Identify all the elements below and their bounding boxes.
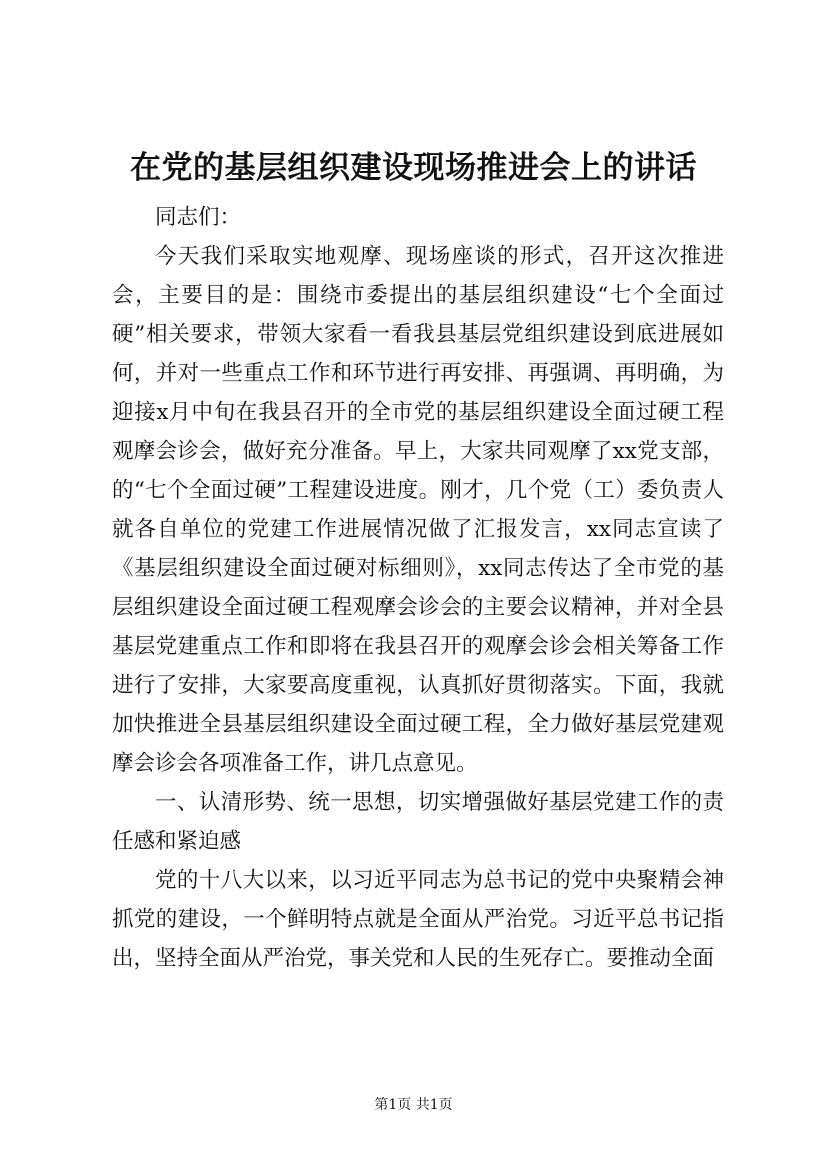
body-paragraph: 党的十八大以来，以习近平同志为总书记的党中央聚精会神抓党的建设，一个鲜明特点就是全面从严治党。习近平总书记指出，坚持全面从严治党，事关党和人民的生死存亡。要推动全面 xyxy=(112,868,724,971)
document-body xyxy=(112,198,724,978)
body-paragraph: 今天我们采取实地观摩、现场座谈的形式，召开这次推进会，主要目的是：围绕市委提出的基层组织建设“七个全面过硬”相关要求，带领大家看一看我县基层党组织建设到底进展如何，并对一些重点工作和环节进行再安排、再强调、再明确，为迎接x月中旬在我县召开的全市党的基层组织建设全面过硬工程观摩会诊会，做好充分准备。早上，大家共同观摩了xx党支部，的“七个全面过硬”工程建设进度。刚才，几个党（工）委负责人就各自单位的党建工作进展情况做了汇报发言，xx同志宣读了《基层组织建设全面过硬对标细则》，xx同志传达了全市党的基层组织建设全面过硬工程观摩会诊会的主要会议精神，并对全县基层党建重点工作和即将在我县召开的观摩会诊会相关筹备工作进行了安排，大家要高度重视，认真抓好贯彻落实。下面，我就加快推进全县基层组织建设全面过硬工程，全力做好基层党建观摩会诊会各项准备工作，讲几点意见。 xyxy=(112,244,724,776)
page-number-footer: 第1页 共1页 xyxy=(374,1097,453,1113)
document-title: 在党的基层组织建设现场推进会上的讲话 xyxy=(130,150,697,186)
section-heading: 一、认清形势、统一思想，切实增强做好基层党建工作的责任感和紧迫感 xyxy=(112,790,724,854)
salutation: 同志们： xyxy=(155,205,242,230)
